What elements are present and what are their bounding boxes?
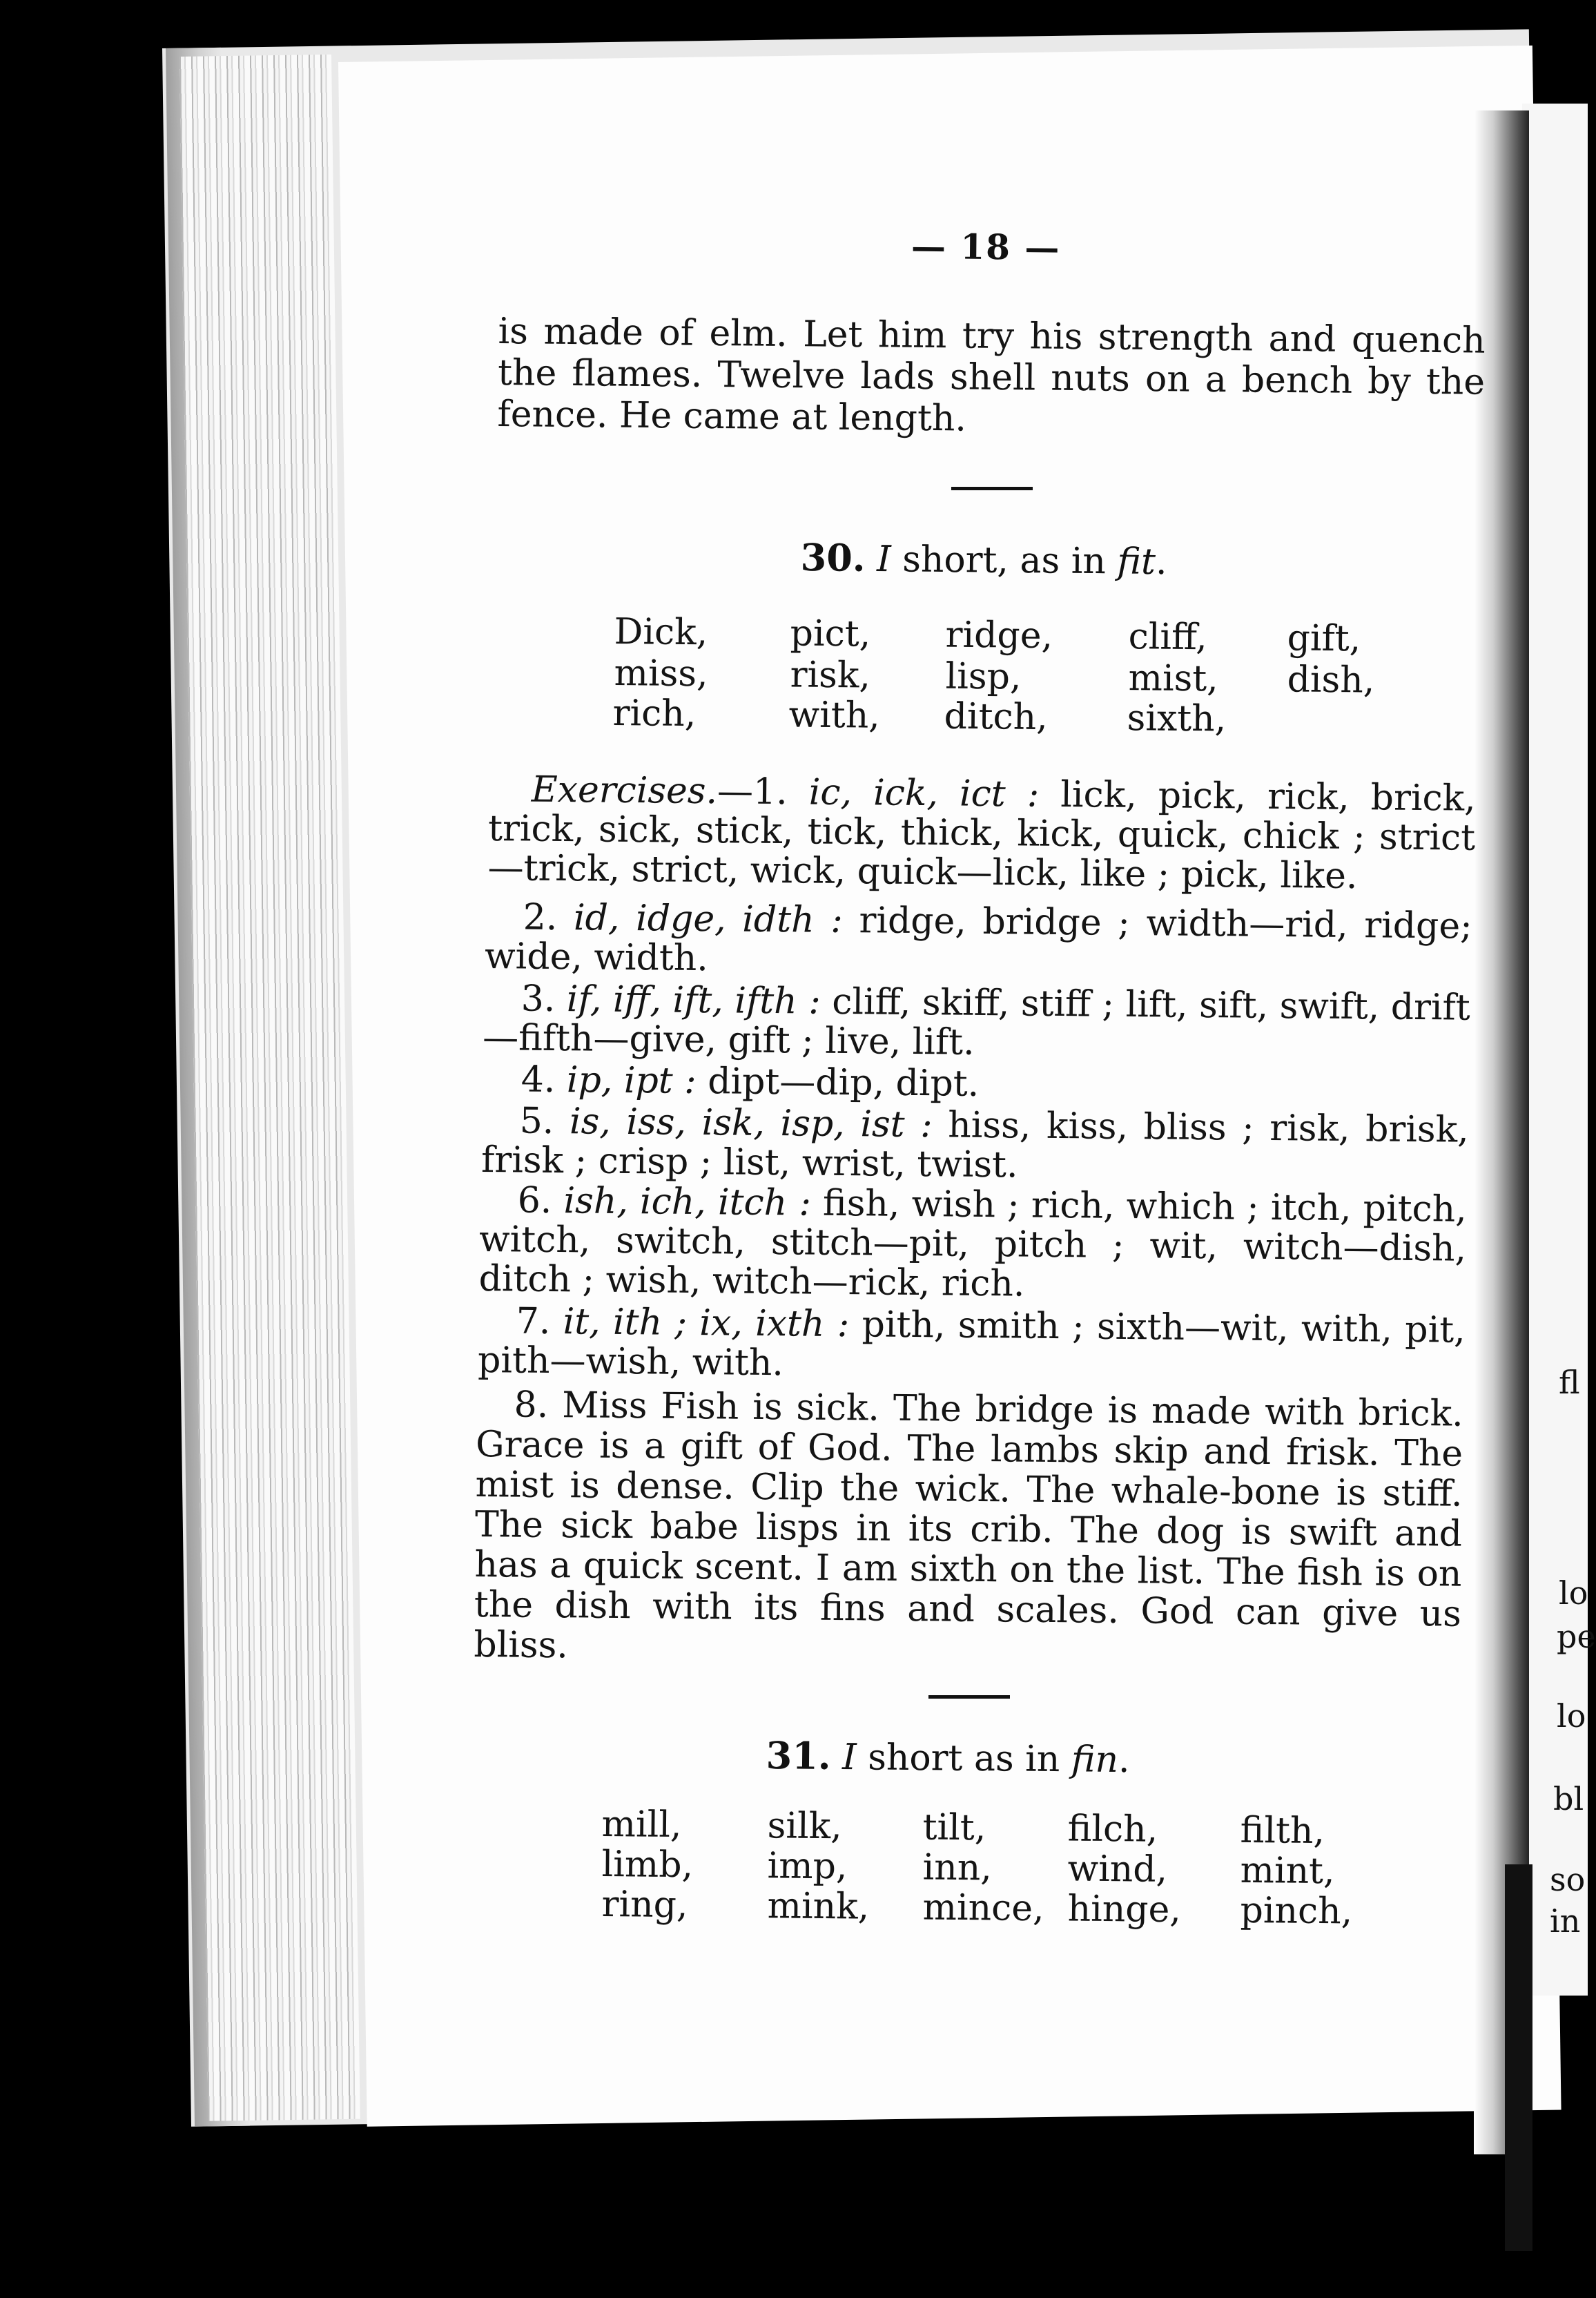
heading-example-word: fin (1071, 1739, 1119, 1781)
word: mint, (1240, 1849, 1335, 1893)
facing-page-fragment: bl (1553, 1780, 1584, 1817)
word: Dick, (614, 611, 708, 654)
heading-text: short, as in (891, 539, 1118, 583)
word: rich, (612, 693, 697, 735)
exercise-pattern: ic, ick, ict : (808, 771, 1040, 815)
section-30-heading: 30. I short, as in fit. (800, 535, 1167, 583)
intro-paragraph: is made of elm. Let him try his strength and quench the flames. Twelve lads shell nuts on a bench by the fence. He came at length. (497, 311, 1486, 440)
word-row (612, 693, 1372, 742)
word: mist, (1128, 657, 1219, 700)
word: sixth, (1127, 697, 1227, 740)
page-number: — 18 — (911, 226, 1061, 268)
word: lisp, (945, 655, 1022, 698)
facing-page-fragment: lo (1559, 1574, 1588, 1612)
facing-page-fragment: lo (1557, 1697, 1586, 1735)
binding-shadow (1505, 1864, 1532, 2251)
heading-text: short as in (856, 1737, 1072, 1781)
word: imp, (767, 1845, 848, 1888)
word: mink, (767, 1885, 870, 1928)
word: mill, (601, 1804, 682, 1846)
exercise-8: 8. Miss Fish is sick. The bridge is made with brick. Grace is a gift of God. The lambs skip and frisk. The mist is dense. Clip the wick. The whale-bone is stiff. The sick babe lisps in its crib. The dog is swift and has a quick scent. I am sixth on the list. The fish is on the dish with its fins and scales. God can give us bliss. (474, 1384, 1463, 1667)
exercise-text: pith, smith ; sixth—wit, with, pit, pith—wish, with. (477, 1304, 1466, 1384)
section-31-heading: 31. I short as in fin. (766, 1733, 1130, 1782)
exercise-text: cliff, skiff, stiff ; lift, sift, swift, drift—fifth—give, gift ; live, lift. (482, 981, 1470, 1063)
word: hinge, (1067, 1888, 1182, 1931)
section-number: 30. (800, 535, 866, 580)
exercise-text: ridge, bridge ; width—rid, ridge; wide, width. (484, 899, 1472, 980)
word: filth, (1240, 1809, 1325, 1853)
word-row (614, 611, 1374, 660)
exercise-6: 6. ish, ich, itch : fish, wish ; rich, which ; itch, pitch, witch, switch, stitch—pit, pitch ; wit, witch—dish, ditch ; wish, witch—rick, rich. (478, 1179, 1467, 1305)
word: ridge, (945, 614, 1053, 657)
word: miss, (614, 653, 708, 695)
word: ring, (601, 1884, 688, 1927)
exercise-pattern: if, iff, ift, ifth : (566, 978, 821, 1023)
exercise-1: Exercises.—1. ic, ick, ict : lick, pick, rick, brick, trick, sick, stick, tick, thick, kick, quick, chick ; strict—trick, strict, wick, quick—lick, like ; pick, like. (487, 769, 1476, 898)
heading-letter: I (876, 539, 891, 581)
exercise-text: fish, wish ; rich, which ; itch, pitch, witch, switch, stitch—pit, pitch ; wit, witch—dish, ditch ; wish, witch—rick, rich. (478, 1182, 1467, 1305)
word: mince, (922, 1886, 1044, 1930)
section-divider (928, 1695, 1010, 1699)
exercise-pattern: ip, ipt : (566, 1059, 697, 1102)
word: filch, (1067, 1808, 1158, 1851)
section-number: 31. (766, 1733, 831, 1778)
word: inn, (922, 1846, 993, 1889)
exercise-pattern: is, iss, isk, isp, ist : (569, 1101, 933, 1146)
word: tilt, (922, 1806, 986, 1849)
exercise-pattern: it, ith ; ix, ixth : (563, 1301, 850, 1346)
word: gift, (1287, 617, 1361, 660)
exercise-2: 2. id, idge, idth : ridge, bridge ; width—rid, ridge; wide, width. (484, 896, 1472, 980)
word: cliff, (1128, 616, 1207, 659)
exercise-text: hiss, kiss, bliss ; risk, brisk, frisk ; crisp ; list, wrist, twist. (480, 1104, 1469, 1186)
exercise-text: dipt—dip, dipt. (696, 1060, 980, 1105)
facing-page-fragment: fl (1559, 1364, 1580, 1401)
word: risk, (790, 654, 871, 697)
word: pict, (790, 612, 871, 655)
word: limb, (601, 1844, 694, 1886)
heading-example-word: fit (1117, 541, 1156, 583)
word: dish, (1287, 659, 1375, 702)
heading-letter: I (841, 1737, 857, 1779)
section-divider (951, 487, 1033, 490)
exercise-5: 5. is, iss, isk, isp, ist : hiss, kiss, bliss ; risk, brisk, frisk ; crisp ; list, wrist, twist. (480, 1100, 1469, 1186)
word: with, (788, 694, 881, 737)
exercise-4: 4. ip, ipt : dipt—dip, dipt. (520, 1059, 980, 1105)
word: pinch, (1240, 1889, 1353, 1933)
exercise-3: 3. if, iff, ift, ifth : cliff, skiff, stiff ; lift, sift, swift, drift—fifth—give, gift ; live, lift. (482, 978, 1470, 1063)
exercise-pattern: id, idge, idth : (573, 897, 844, 941)
exercise-text: lick, pick, rick, brick, trick, sick, stick, tick, thick, kick, quick, chick ; strict—trick, strict, wick, quick—lick, like ; pick, like. (487, 773, 1476, 898)
word: wind, (1067, 1848, 1168, 1891)
word: silk, (767, 1805, 842, 1848)
facing-page-fragment: so (1550, 1861, 1586, 1898)
word: ditch, (944, 695, 1048, 739)
exercises-label: Exercises. (531, 769, 718, 813)
word-row (601, 1884, 1361, 1933)
page-edges (179, 55, 360, 2121)
exercise-text: Miss Fish is sick. The bridge is made with brick. Grace is a gift of God. The lambs skip and frisk. The mist is dense. Clip the wick. The whale-bone is stiff. The sick babe lisps in its crib. The dog is swift and has a quick scent. I am sixth on the list. The fish is on the dish with its fins and scales. God can give us bliss. (474, 1384, 1463, 1667)
exercise-7: 7. it, ith ; ix, ixth : pith, smith ; sixth—wit, with, pit, pith—wish, with. (477, 1300, 1466, 1384)
facing-page-fragment: pe (1557, 1618, 1596, 1655)
exercise-pattern: ish, ich, itch : (563, 1180, 812, 1224)
facing-page-fragment: in (1550, 1902, 1581, 1940)
